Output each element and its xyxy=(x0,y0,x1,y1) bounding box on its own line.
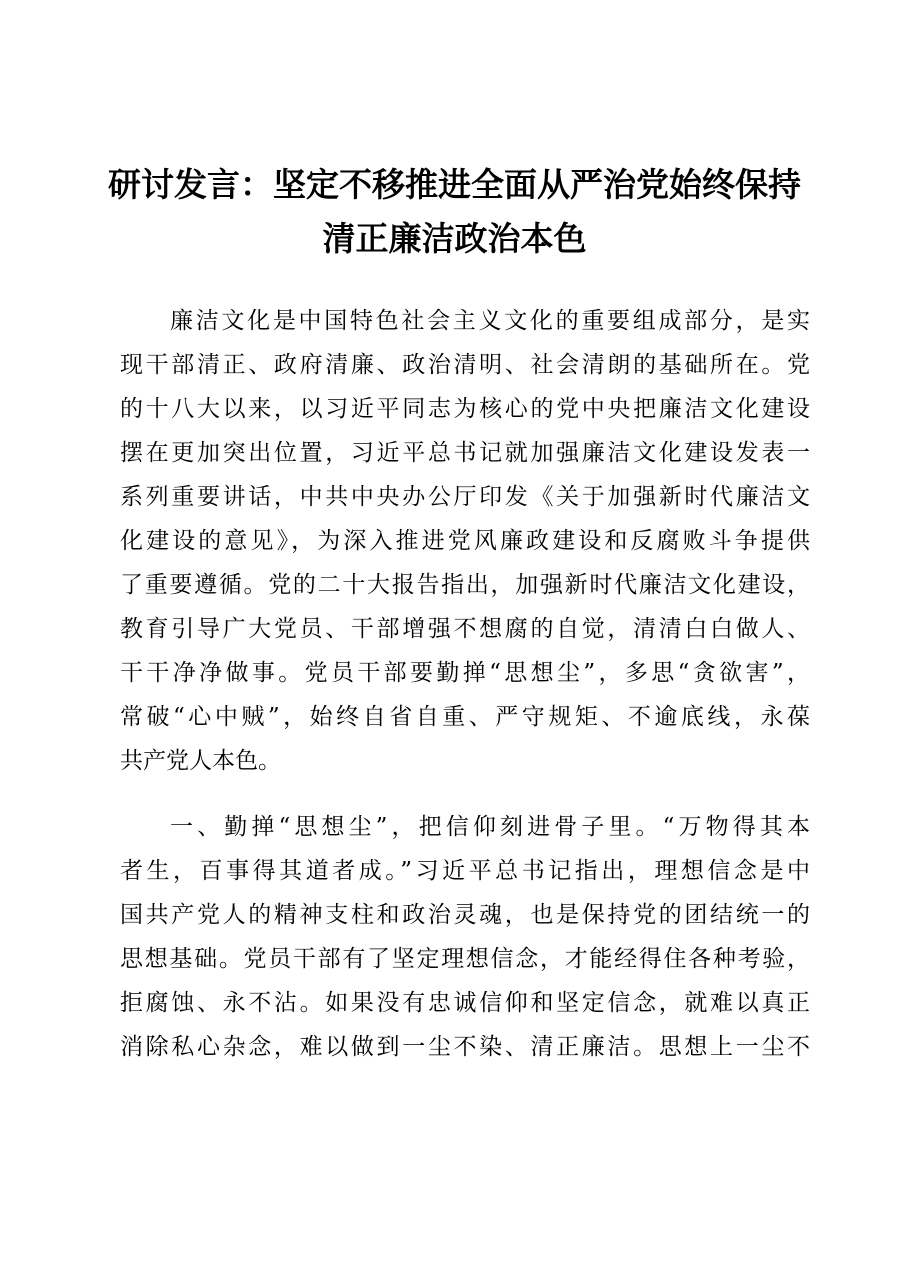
paragraph-line: 国共产党人的精神支柱和政治灵魂，也是保持党的团结统一的 xyxy=(120,902,810,928)
paragraph-line: 化建设的意见》，为深入推进党风廉政建设和反腐败斗争提供 xyxy=(120,528,810,554)
paragraph-line: 常破“心中贼”，始终自省自重、严守规矩、不逾底线，永葆 xyxy=(120,704,810,730)
paragraph-line: 了重要遵循。党的二十大报告指出，加强新时代廉洁文化建设， xyxy=(120,572,810,598)
paragraph-line: 思想基础。党员干部有了坚定理想信念，才能经得住各种考验， xyxy=(120,946,810,972)
paragraph-line: 教育引导广大党员、干部增强不想腐的自觉，清清白白做人、 xyxy=(120,616,810,642)
paragraph-line: 消除私心杂念，难以做到一尘不染、清正廉洁。思想上一尘不 xyxy=(120,1034,810,1060)
paragraph-line: 一、勤掸“思想尘”，把信仰刻进骨子里。“万物得其本 xyxy=(170,814,810,840)
paragraph-line: 的十八大以来，以习近平同志为核心的党中央把廉洁文化建设 xyxy=(120,396,810,422)
paragraph-line: 廉洁文化是中国特色社会主义文化的重要组成部分，是实 xyxy=(170,308,810,334)
paragraph-line: 共产党人本色。 xyxy=(120,748,281,774)
paragraph-line: 者生，百事得其道者成。”习近平总书记指出，理想信念是中 xyxy=(120,858,810,884)
paragraph-line: 干干净净做事。党员干部要勤掸“思想尘”，多思“贪欲害”， xyxy=(120,660,810,686)
document-title: 研讨发言：坚定不移推进全面从严治党始终保持清正廉洁政治本色 xyxy=(108,165,801,258)
paragraph-line: 摆在更加突出位置，习近平总书记就加强廉洁文化建设发表一 xyxy=(120,440,810,466)
paragraph-line: 现干部清正、政府清廉、政治清明、社会清朗的基础所在。党 xyxy=(120,352,810,378)
paragraph-line: 系列重要讲话，中共中央办公厅印发《关于加强新时代廉洁文 xyxy=(120,484,810,510)
paragraph-line: 拒腐蚀、永不沾。如果没有忠诚信仰和坚定信念，就难以真正 xyxy=(120,990,810,1016)
